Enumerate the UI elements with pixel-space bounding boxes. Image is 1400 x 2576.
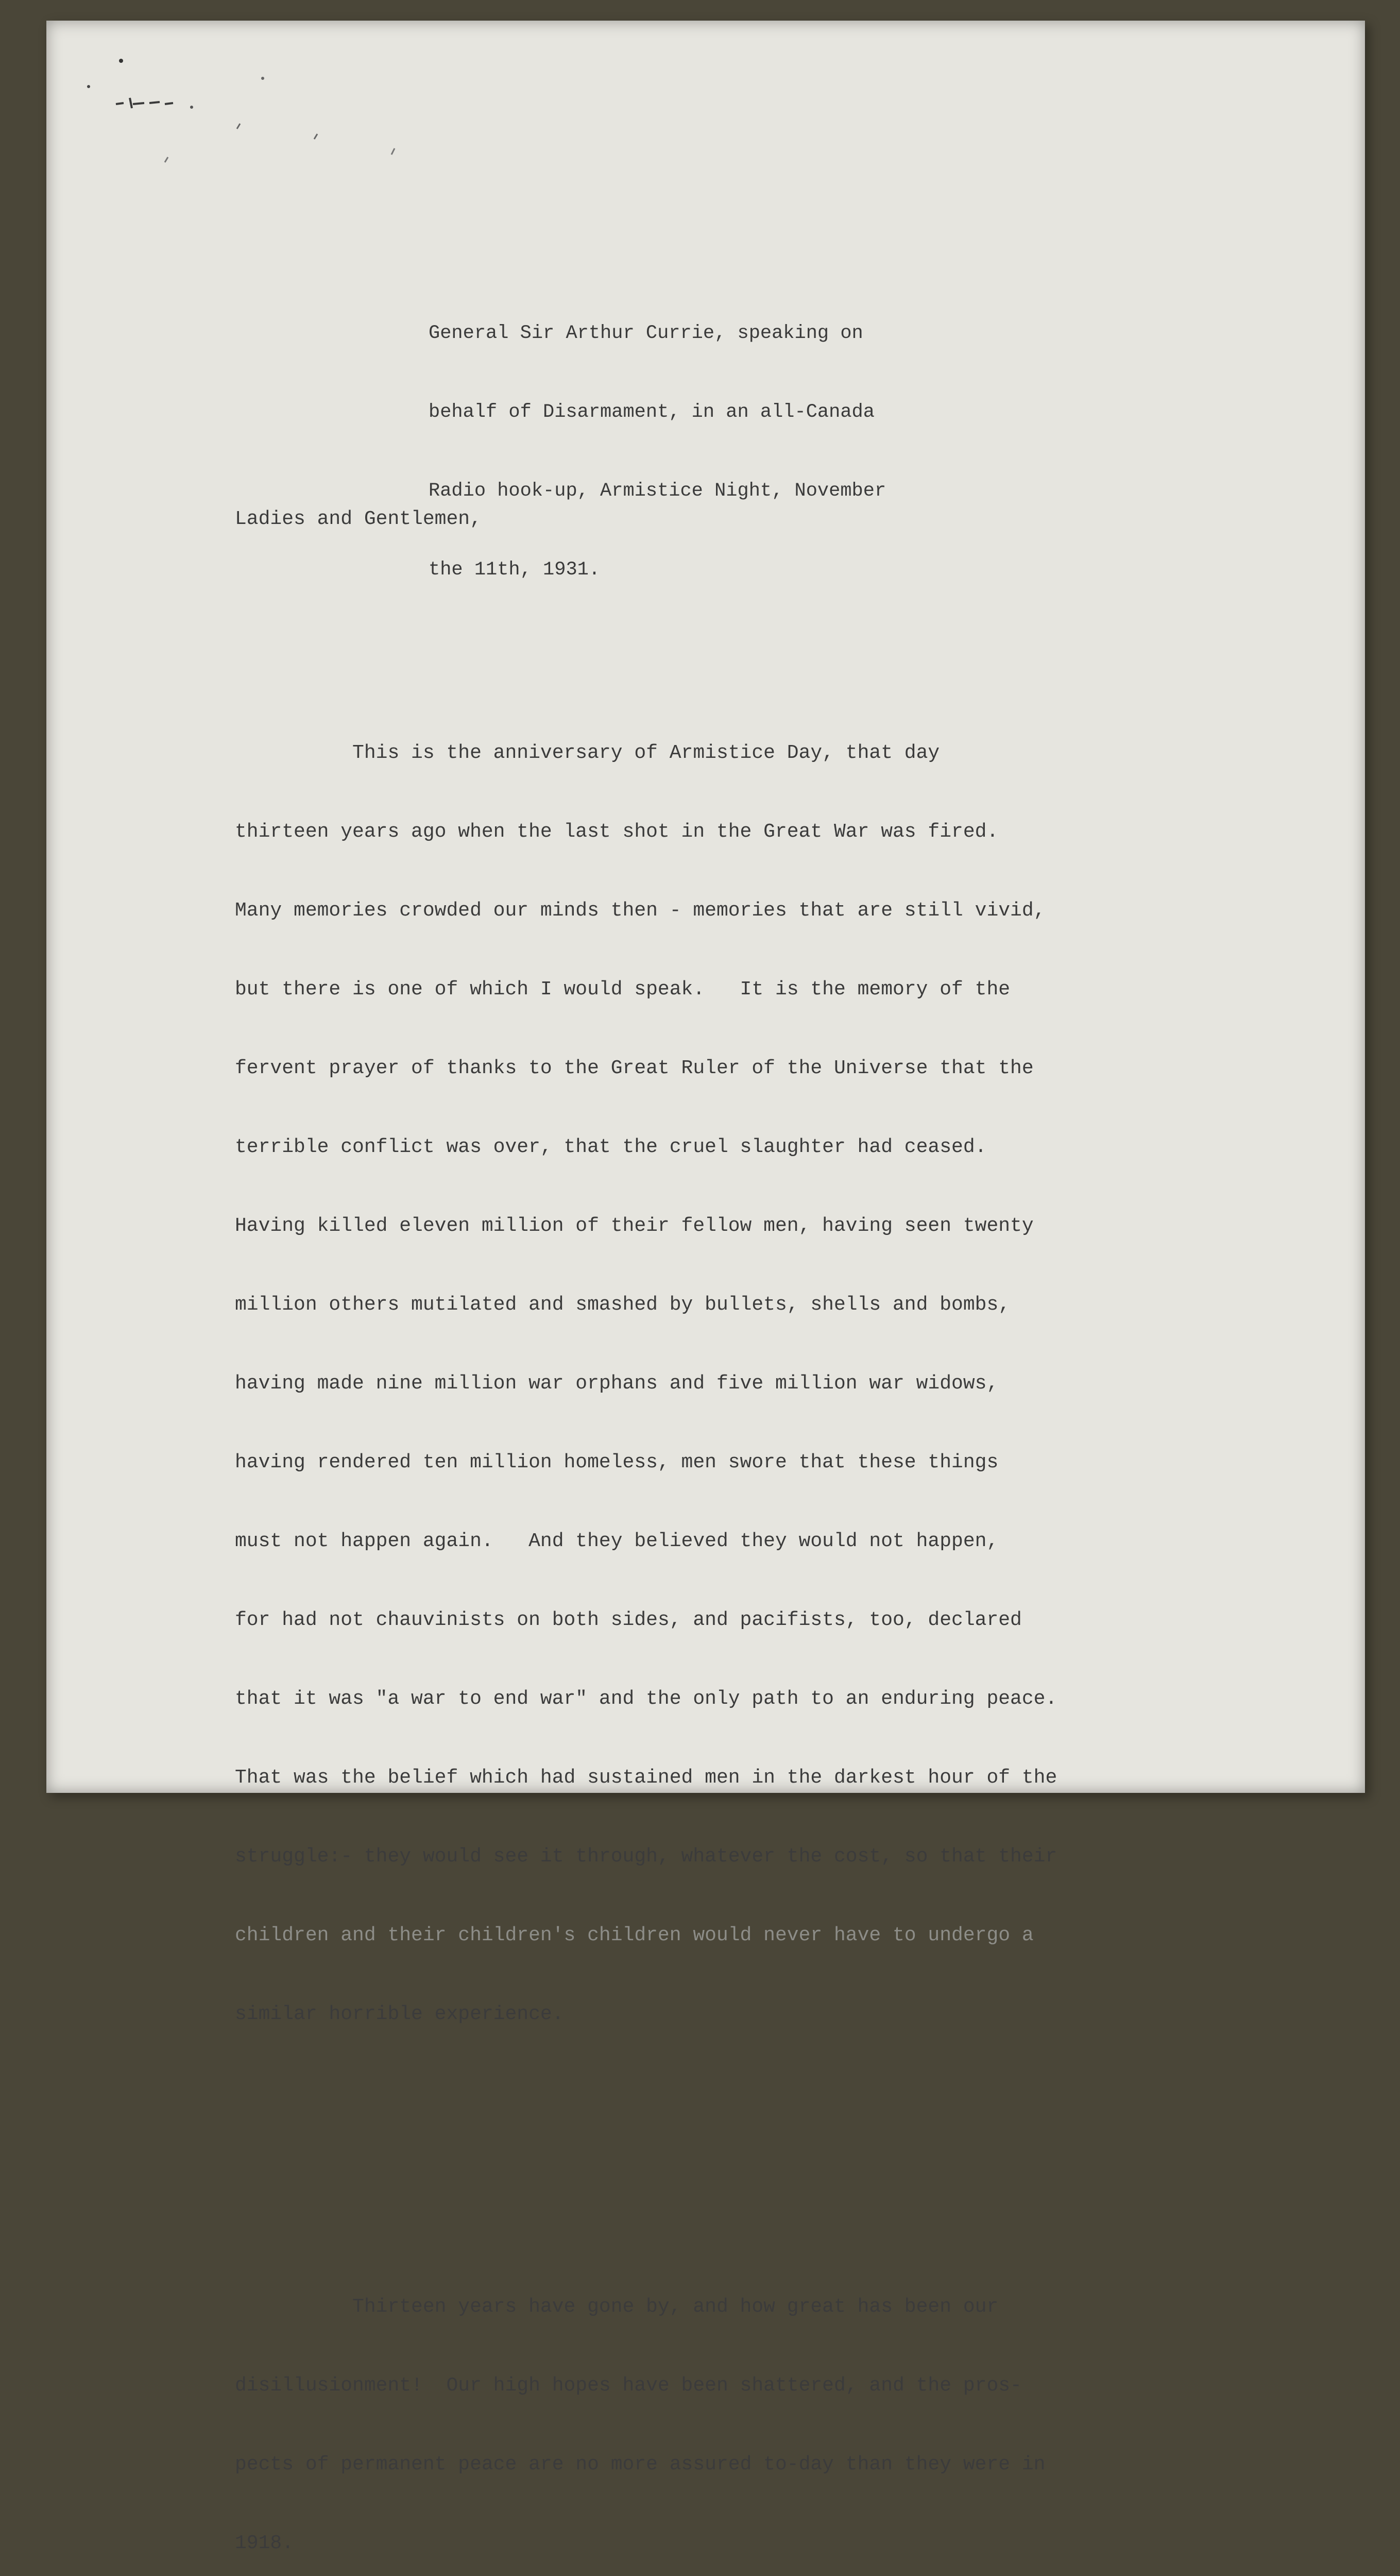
stray-ink-marks <box>72 46 433 180</box>
salutation: Ladies and Gentlemen, <box>235 508 482 530</box>
text-line: This is the anniversary of Armistice Day, that day <box>235 742 940 764</box>
text-line: struggle:- they would see it through, whatever the cost, so that their <box>235 1845 1057 1868</box>
text-line: 1918. <box>235 2532 294 2554</box>
text-line: Thirteen years have gone by, and how great has been our <box>235 2296 999 2318</box>
text-line: pects of permanent peace are no more assured to-day than they were in <box>235 2453 1046 2476</box>
text-line: million others mutilated and smashed by bullets, shells and bombs, <box>235 1294 1011 1316</box>
text-line: for had not chauvinists on both sides, and pacifists, too, declared <box>235 1609 1022 1631</box>
text-line: similar horrible experience. <box>235 2003 564 2025</box>
spacer <box>235 585 1265 608</box>
heading-line: Radio hook-up, Armistice Night, November <box>429 480 886 502</box>
heading-line: General Sir Arthur Currie, speaking on <box>429 323 863 344</box>
spacer <box>235 2132 1265 2162</box>
heading-line: behalf of Disarmament, in an all-Canada <box>429 401 875 423</box>
text-line: but there is one of which I would speak. It is the memory of the <box>235 978 1011 1001</box>
heading-line: the 11th, 1931. <box>429 559 601 581</box>
text-line: that it was "a war to end war" and the only path to an enduring peace. <box>235 1688 1057 1710</box>
text-line: Many memories crowded our minds then - memories that are still vivid, <box>235 900 1046 922</box>
text-line: having made nine million war orphans and five million war widows, <box>235 1372 999 1395</box>
paragraph-armistice <box>235 687 1265 2080</box>
text-line: must not happen again. And they believed they would not happen, <box>235 1530 999 1552</box>
text-line: fervent prayer of thanks to the Great Ruler of the Universe that the <box>235 1057 1034 1079</box>
speech-body <box>235 453 1265 2576</box>
text-line-faded: children and their children's children would never have to undergo a <box>235 1924 1034 1946</box>
text-line: Having killed eleven million of their fellow men, having seen twenty <box>235 1215 1034 1237</box>
text-line: disillusionment! Our high hopes have been shattered, and the pros- <box>235 2375 1022 2397</box>
text-line: That was the belief which had sustained men in the darkest hour of the <box>235 1767 1057 1789</box>
text-line: terrible conflict was over, that the cruel slaughter had ceased. <box>235 1136 987 1158</box>
paragraph-disillusionment <box>235 2241 1265 2576</box>
text-line: thirteen years ago when the last shot in the Great War was fired. <box>235 821 999 843</box>
text-line: having rendered ten million homeless, men swore that these things <box>235 1451 999 1473</box>
